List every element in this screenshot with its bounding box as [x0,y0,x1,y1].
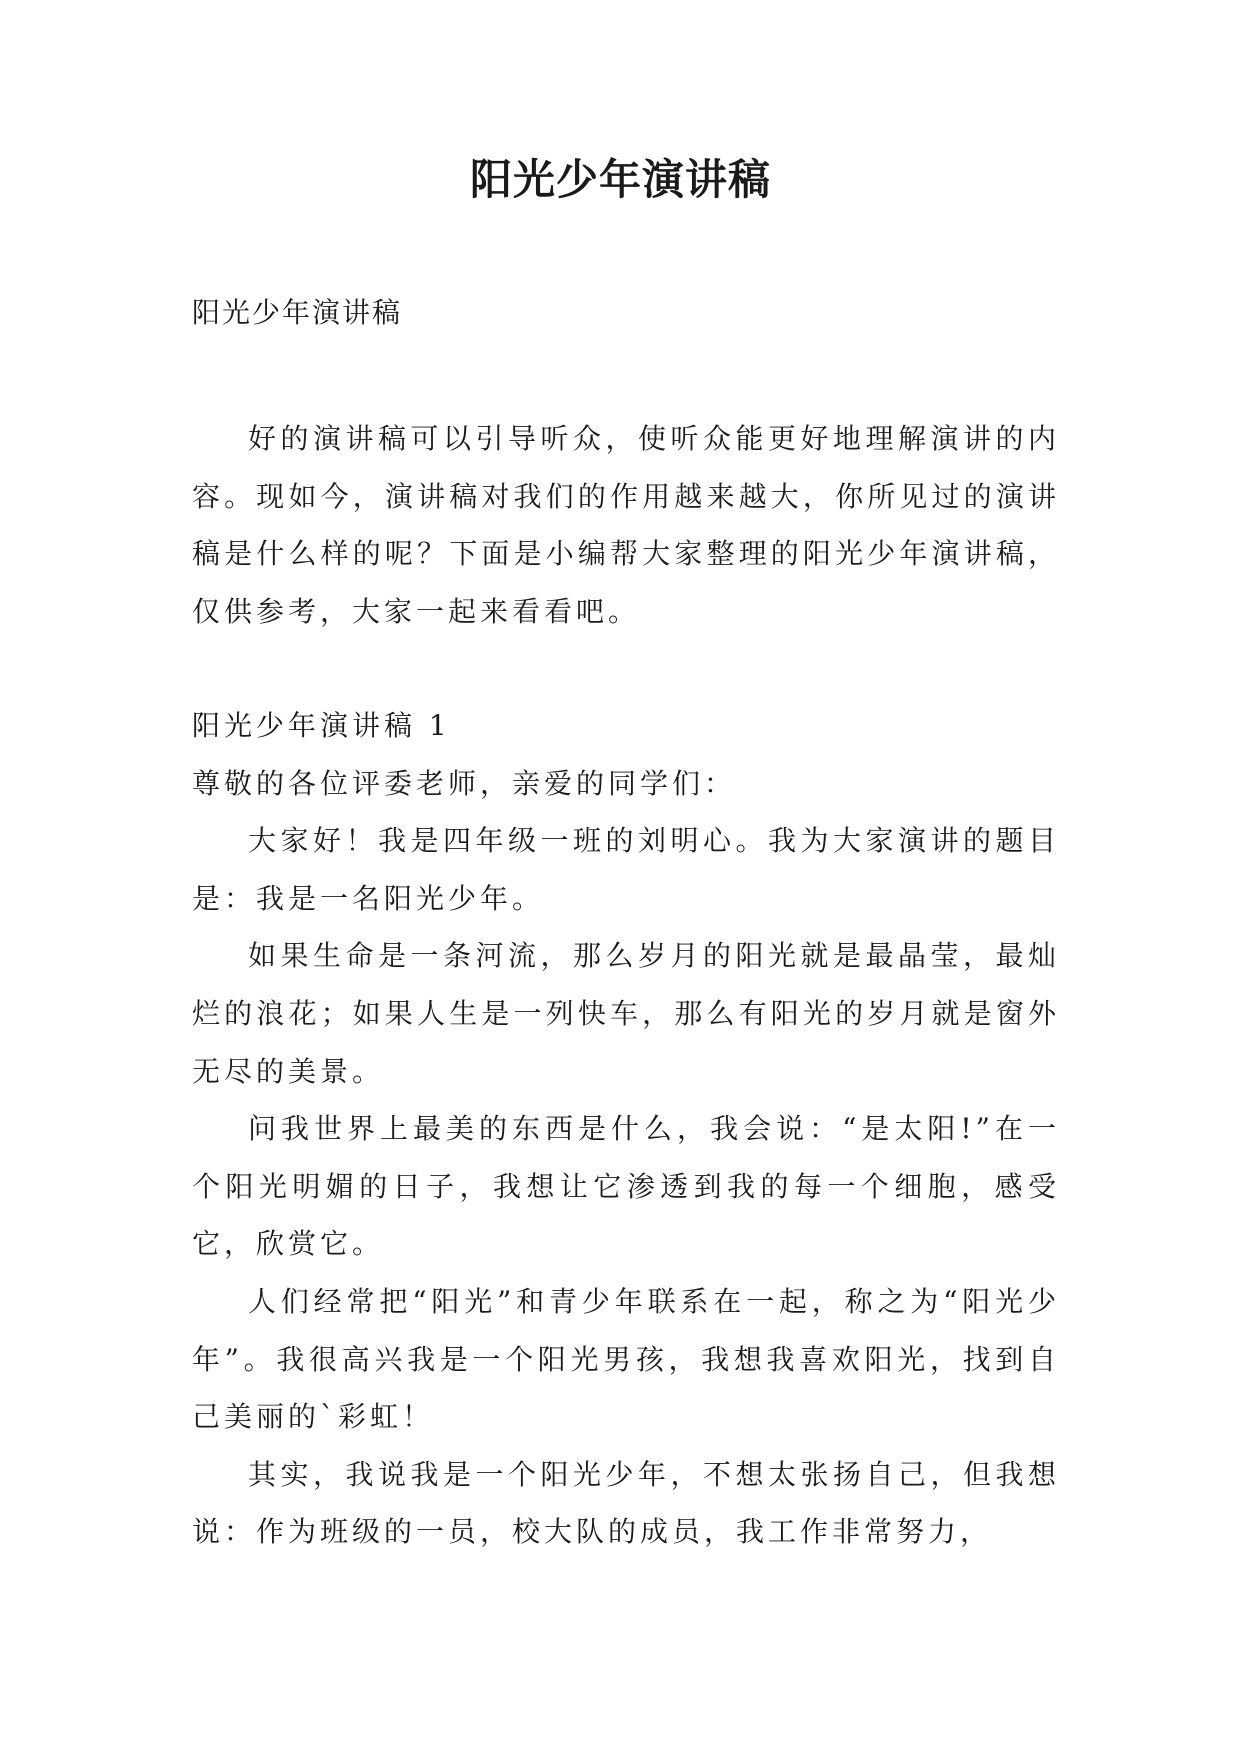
body-paragraph: 问我世界上最美的东西是什么，我会说：“是太阳!”在一个阳光明媚的日子，我想让它渗透到我的每一个细胞，感受它，欣赏它。 [192,1112,1060,1261]
intro-block [192,410,1060,640]
intro-paragraph: 好的演讲稿可以引导听众，使听众能更好地理解演讲的内容。现如今，演讲稿对我们的作用越来越大，你所见过的演讲稿是什么样的呢？下面是小编帮大家整理的阳光少年演讲稿，仅供参考，大家一起来看看吧。 [192,422,1060,628]
body-paragraph: 人们经常把“阳光”和青少年联系在一起，称之为“阳光少年”。我很高兴我是一个阳光男孩，我想我喜欢阳光，找到自己美丽的`彩虹！ [192,1284,1060,1434]
body-paragraph: 如果生命是一条河流，那么岁月的阳光就是最晶莹，最灿烂的浪花；如果人生是一列快车，那么有阳光的岁月就是窗外无尽的美景。 [192,939,1060,1088]
document-title: 阳光少年演讲稿 [469,155,771,204]
body-paragraph: 大家好！我是四年级一班的刘明心。我为大家演讲的题目是：我是一名阳光少年。 [192,824,1060,915]
body-paragraph: 其实，我说我是一个阳光少年，不想太张扬自己，但我想说：作为班级的一员，校大队的成员，我工作非常努力， [192,1457,1060,1549]
speech-body [192,697,1060,1561]
section-heading: 阳光少年演讲稿 1 [192,709,451,742]
document-subtitle: 阳光少年演讲稿 [192,296,403,329]
salutation: 尊敬的各位评委老师，亲爱的同学们： [192,766,737,800]
